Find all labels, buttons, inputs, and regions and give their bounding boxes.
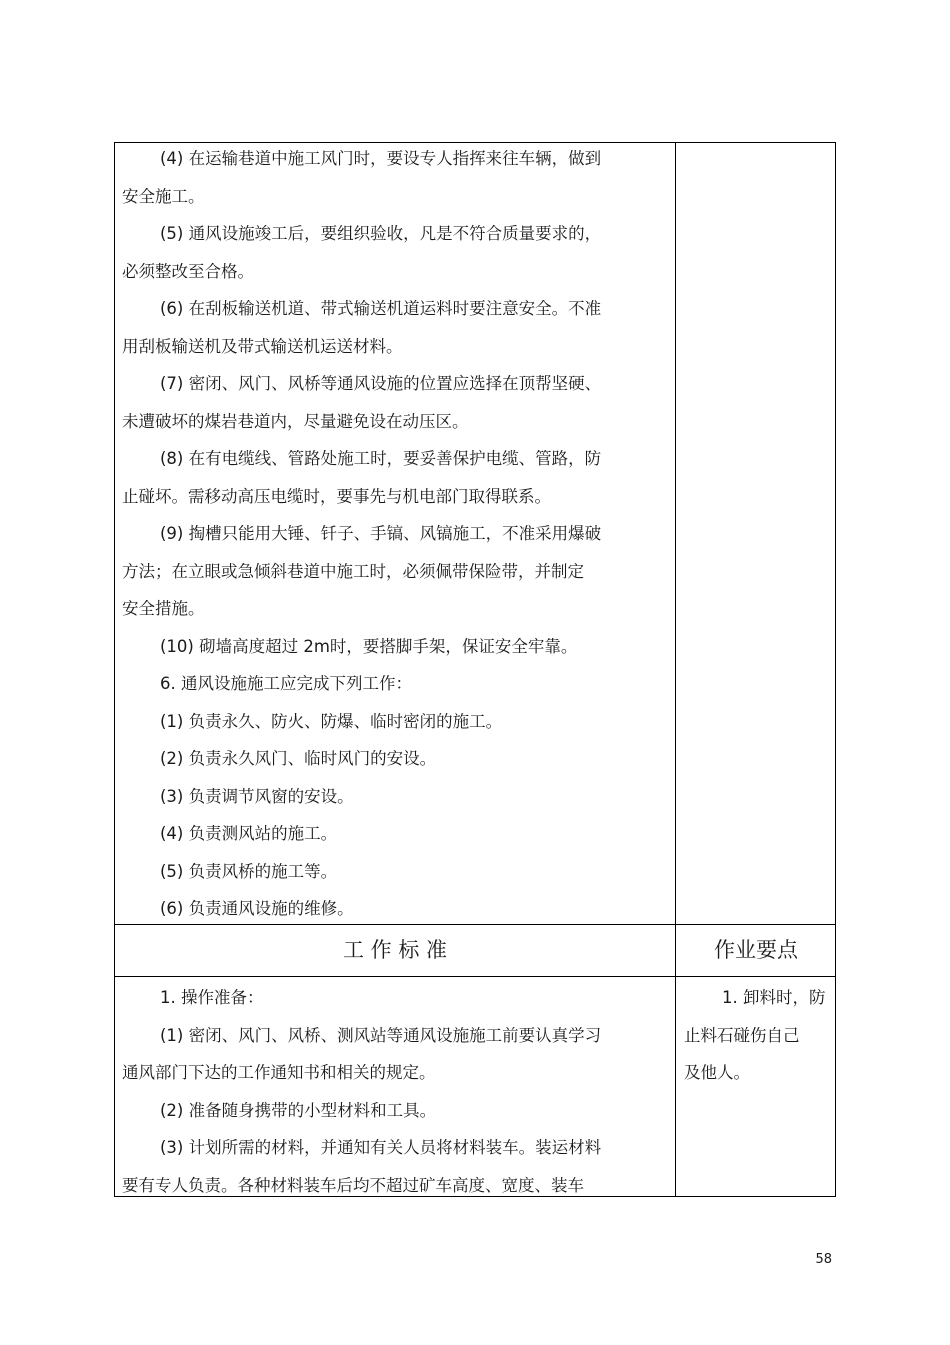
text-line: (8) 在有电缆线、管路处施工时，要妥善保护电缆、管路，防 bbox=[160, 449, 602, 468]
text-line: (3) 计划所需的材料，并通知有关人员将材料装车。装运材料 bbox=[160, 1138, 602, 1157]
text-line: 1. 操作准备： bbox=[160, 988, 264, 1007]
text-line: 要有专人负责。各种材料装车后均不超过矿车高度、宽度、装车 bbox=[122, 1175, 584, 1195]
text-line: 用刮板输送机及带式输送机运送材料。 bbox=[122, 336, 403, 356]
text-line: 安全措施。 bbox=[122, 599, 205, 618]
text-line: (2) 负责永久风门、临时风门的安设。 bbox=[160, 749, 437, 768]
text-line: (4) 负责测风站的施工。 bbox=[160, 824, 338, 843]
procedure-table bbox=[114, 142, 836, 1197]
text-line: (2) 准备随身携带的小型材料和工具。 bbox=[160, 1100, 437, 1120]
text-line: 止料石碰伤自己 bbox=[684, 1025, 800, 1045]
text-line: (6) 负责通风设施的维修。 bbox=[160, 899, 354, 918]
text-line: (10) 砌墙高度超过 2m时，要搭脚手架，保证安全牢靠。 bbox=[160, 636, 578, 656]
bottom-left-cell bbox=[122, 979, 601, 1204]
bottom-right-cell bbox=[684, 979, 826, 1092]
text-line: 6. 通风设施施工应完成下列工作： bbox=[160, 674, 412, 693]
text-line: (1) 负责永久、防火、防爆、临时密闭的施工。 bbox=[160, 711, 503, 731]
text-line: (3) 负责调节风窗的安设。 bbox=[160, 786, 354, 806]
text-line: (4) 在运输巷道中施工风门时，要设专人指挥来往车辆，做到 bbox=[160, 149, 602, 168]
header-work-standard: 工 作 标 准 bbox=[342, 938, 448, 962]
header-bottom-rule bbox=[115, 976, 835, 977]
text-line: 安全施工。 bbox=[122, 186, 205, 206]
top-left-cell bbox=[122, 140, 601, 928]
text-line: 必须整改至合格。 bbox=[122, 261, 254, 281]
page-number: 58 bbox=[815, 1252, 832, 1267]
text-line: (7) 密闭、风门、风桥等通风设施的位置应选择在顶帮坚硬、 bbox=[160, 374, 602, 393]
text-line: 未遭破坏的煤岩巷道内，尽量避免设在动压区。 bbox=[122, 411, 469, 431]
header-key-points: 作业要点 bbox=[714, 938, 798, 962]
text-line: 止碰坏。需移动高压电缆时，要事先与机电部门取得联系。 bbox=[122, 486, 551, 506]
text-line: 通风部门下达的工作通知书和相关的规定。 bbox=[122, 1063, 436, 1082]
text-line: 1. 卸料时，防 bbox=[722, 988, 826, 1007]
text-line: (9) 掏槽只能用大锤、钎子、手镐、风镐施工，不准采用爆破 bbox=[160, 524, 602, 543]
column-divider bbox=[675, 143, 676, 1196]
text-line: 方法；在立眼或急倾斜巷道中施工时，必须佩带保险带，并制定 bbox=[122, 561, 584, 581]
text-line: 及他人。 bbox=[684, 1063, 750, 1082]
text-line: (1) 密闭、风门、风桥、测风站等通风设施施工前要认真学习 bbox=[160, 1025, 602, 1045]
text-line: (5) 负责风桥的施工等。 bbox=[160, 861, 338, 881]
text-line: (5) 通风设施竣工后，要组织验收，凡是不符合质量要求的， bbox=[160, 224, 602, 243]
text-line: (6) 在刮板输送机道、带式输送机道运料时要注意安全。不准 bbox=[160, 299, 602, 318]
